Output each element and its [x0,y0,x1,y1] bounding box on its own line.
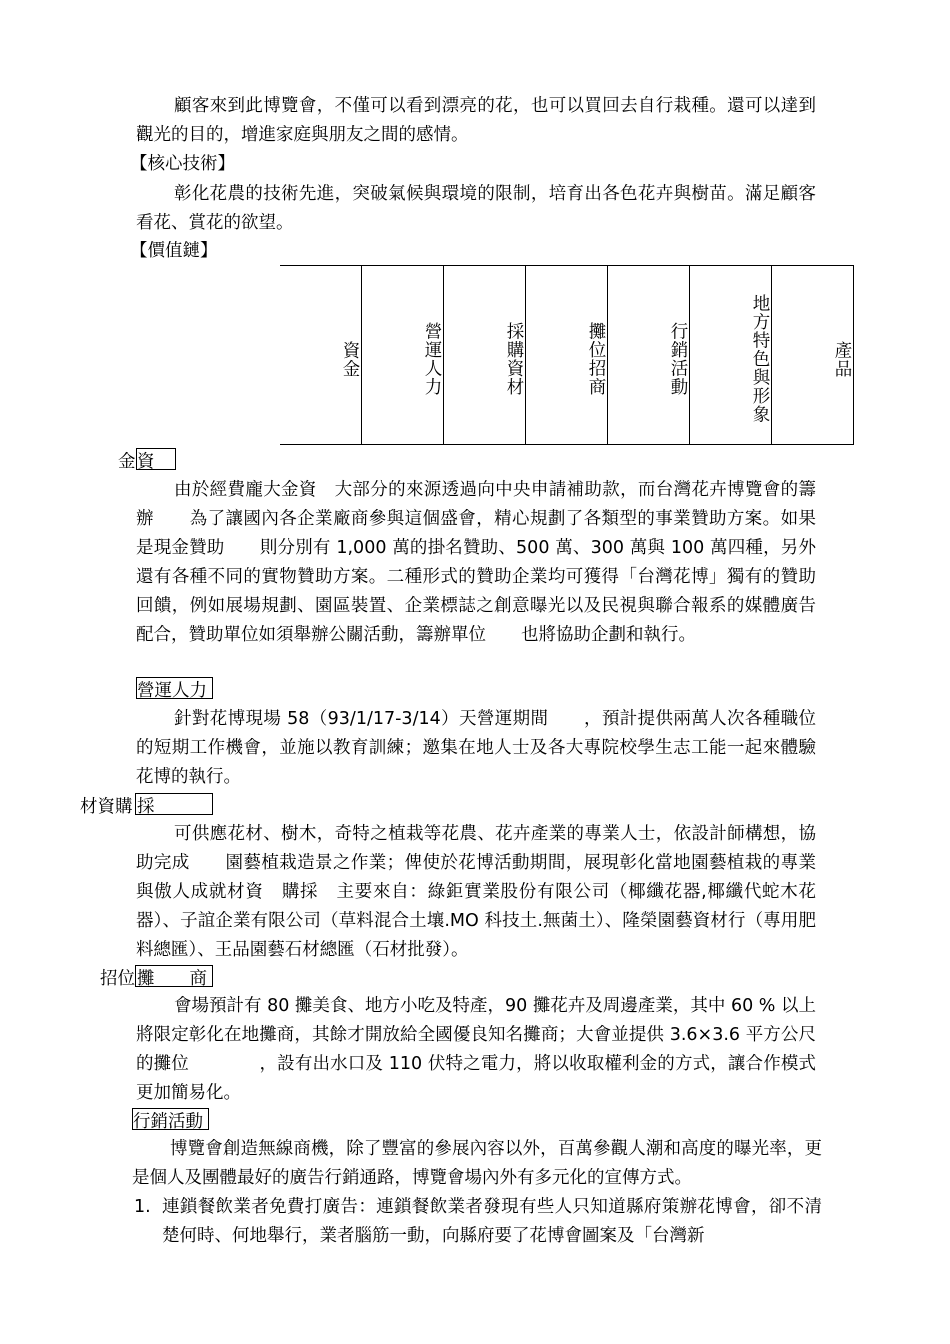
booth-heading-outer: 招位 [100,969,135,989]
value-chain-cell-booth: 攤位招商 [526,266,608,445]
intro-paragraph: 顧客來到此博覽會，不僅可以看到漂亮的花，也可以買回去自行栽種。還可以達到觀光的目的，增進家庭與朋友之間的感情。 [136,96,816,145]
materials-heading-inner: 採 [137,797,155,817]
marketing-paragraph: 博覽會創造無線商機，除了豐富的參展內容以外，百萬參觀人潮和高度的曝光率，更是個人及團體最好的廣告行銷通路，博覽會場內外有多元化的宣傳方式。 [132,1139,822,1188]
value-chain-cell-product: 產品 [772,266,854,445]
staff-heading-label: 營運人力 [137,681,207,701]
value-chain-cell-fund: 資金 [280,266,362,445]
value-chain-heading: 【價值鏈】 [130,241,218,261]
value-chain-cell-marketing: 行銷活動 [608,266,690,445]
value-chain-cell-materials: 採購資材 [444,266,526,445]
booth-paragraph: 會場預計有 80 攤美食、地方小吃及特產，90 攤花卉及周邊產業，其中 60 % 以上將限定彰化在地攤商，其餘才開放給全國優良知名攤商；大會並提供 3.6×3.6 平方公尺的攤位 ，設有出水口及 110 伏特之電力，將以收取權利金的方式，讓合作模式更加簡易化。 [136,996,816,1103]
value-chain-cell-staff: 營運人力 [362,266,444,445]
value-chain-cell-local-image: 地方特色與形象 [690,266,772,445]
staff-paragraph: 針對花博現場 58（93/1/17-3/14）天營運期間 ，預計提供兩萬人次各種職位的短期工作機會，並施以教育訓練；邀集在地人士及各大專院校學生志工能一起來體驗花博的執行。 [136,709,816,787]
fund-heading-inner: 資 [137,452,155,472]
fund-heading-outer: 金 [118,452,136,472]
list-item-number: 1. [134,1197,151,1217]
marketing-heading-label: 行銷活動 [133,1112,203,1132]
core-tech-paragraph: 彰化花農的技術先進，突破氣候與環境的限制，培育出各色花卉與樹苗。滿足顧客看花、賞花的欲望。 [136,184,816,233]
core-tech-heading: 【核心技術】 [130,154,235,174]
booth-heading-inner: 攤 商 [137,969,207,989]
list-item-text: 連鎖餐飲業者免費打廣告：連鎖餐飲業者發現有些人只知道縣府策辦花博會，卻不清楚何時、何地舉行，業者腦筋一動，向縣府要了花博會圖案及「台灣新 [162,1197,822,1246]
fund-paragraph: 由於經費龐大金資 大部分的來源透過向中央申請補助款，而台灣花卉博覽會的籌辦 為了讓國內各企業廠商參與這個盛會，精心規劃了各類型的事業贊助方案。如果是現金贊助 則分別有 1,000 萬的掛名贊助、500 萬、300 萬與 100 萬四種，另外還有各種不同的實物贊助方案。二種形式的贊助企業均可獲得「台灣花博」獨有的贊助回饋，例如展場規劃、園區裝置、企業標誌之創意曝光以及民視與聯合報系的媒體廣告配合，贊助單位如須舉辦公關活動，籌辦單位 也將協助企劃和執行。 [136,480,816,645]
materials-paragraph: 可供應花材、樹木，奇特之植栽等花農、花卉產業的專業人士，依設計師構想，協助完成 園藝植栽造景之作業；俾使於花博活動期間，展現彰化當地園藝植栽的專業與傲人成就材資 購採 主要來自：綠鉅實業股份有限公司（椰纖花器,椰纖代蛇木花器）、子誼企業有限公司（草料混合土壤.MO 科技土.無菌土）、隆榮園藝資材行（專用肥料總匯）、王品園藝石材總匯（石材批發）。 [136,824,816,960]
materials-heading-outer: 材資購 [80,797,133,817]
value-chain-table [280,265,854,445]
